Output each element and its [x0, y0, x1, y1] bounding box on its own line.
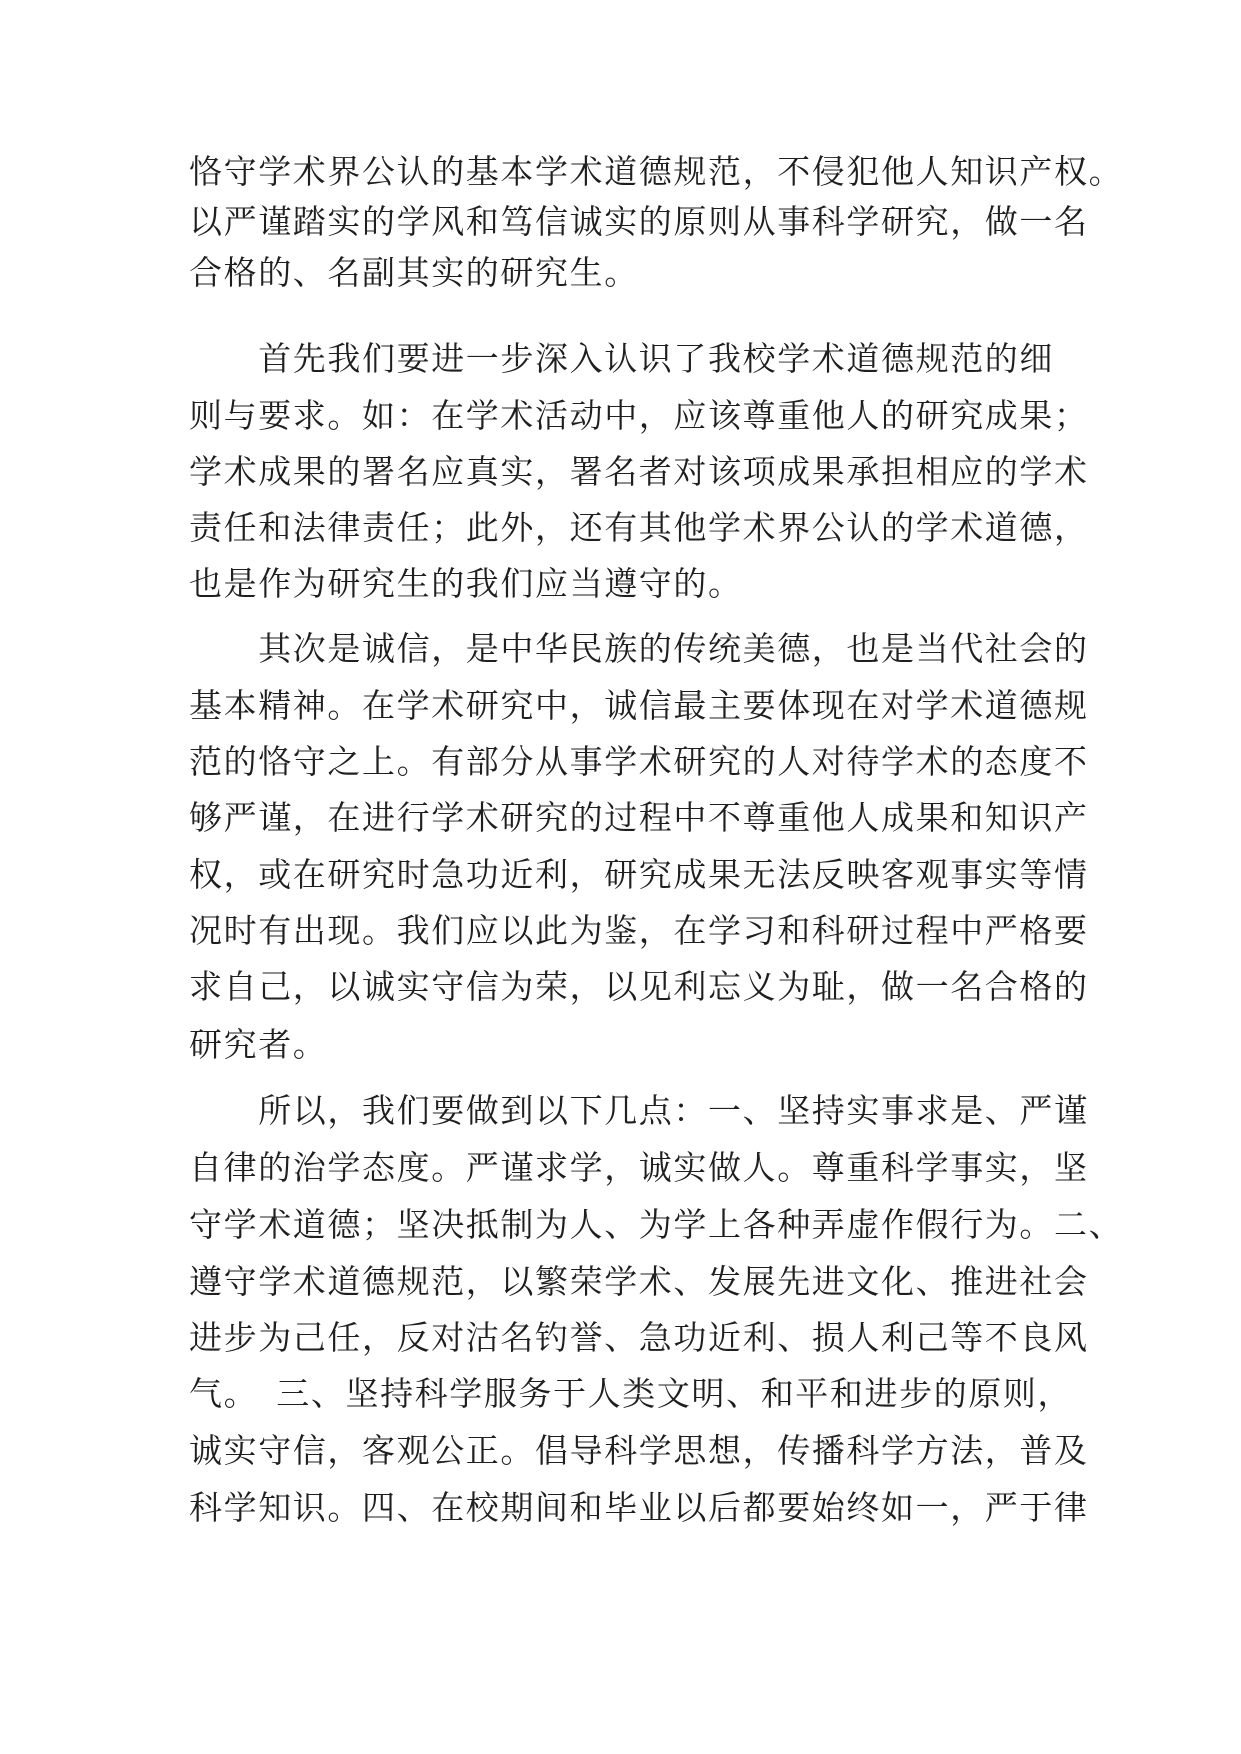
text-line: 也是作为研究生的我们应当遵守的。 [189, 564, 743, 603]
text-line: 基本精神。在学术研究中，诚信最主要体现在对学术道德规 [189, 686, 1089, 725]
paragraph-first-line: 所以，我们要做到以下几点：一、坚持实事求是、严谨 [189, 1091, 1089, 1130]
text-line: 合格的、名副其实的研究生。 [189, 253, 639, 292]
text-line: 遵守学术道德规范，以繁荣学术、发展先进文化、推进社会 [189, 1262, 1089, 1301]
paragraph-first-line: 首先我们要进一步深入认识了我校学术道德规范的细 [189, 339, 1054, 378]
text-line: 守学术道德；坚决抵制为人、为学上各种弄虚作假行为。二、 [189, 1205, 1124, 1244]
paragraph-first-line: 其次是诚信，是中华民族的传统美德，也是当代社会的 [189, 629, 1089, 668]
text-line: 权，或在研究时急功近利，研究成果无法反映客观事实等情 [189, 855, 1089, 894]
text-line: 恪守学术界公认的基本学术道德规范，不侵犯他人知识产权。 [189, 152, 1124, 191]
text-line: 进步为己任，反对沽名钓誉、急功近利、损人利己等不良风 [189, 1318, 1089, 1357]
text-line: 自律的治学态度。严谨求学，诚实做人。尊重科学事实，坚 [189, 1148, 1089, 1187]
text-line: 况时有出现。我们应以此为鉴，在学习和科研过程中严格要 [189, 911, 1089, 950]
text-line: 研究者。 [189, 1025, 328, 1064]
text-line: 责任和法律责任；此外，还有其他学术界公认的学术道德， [189, 508, 1089, 547]
text-line: 诚实守信，客观公正。倡导科学思想，传播科学方法，普及 [189, 1431, 1089, 1470]
text-line: 学术成果的署名应真实，署名者对该项成果承担相应的学术 [189, 452, 1089, 491]
text-line: 够严谨，在进行学术研究的过程中不尊重他人成果和知识产 [189, 798, 1089, 837]
text-line: 科学知识。四、在校期间和毕业以后都要始终如一，严于律 [189, 1488, 1089, 1527]
text-line: 则与要求。如：在学术活动中，应该尊重他人的研究成果； [189, 396, 1089, 435]
text-line: 以严谨踏实的学风和笃信诚实的原则从事科学研究，做一名 [189, 202, 1089, 241]
text-line: 范的恪守之上。有部分从事学术研究的人对待学术的态度不 [189, 742, 1089, 781]
text-line: 求自己，以诚实守信为荣，以见利忘义为耻，做一名合格的 [189, 967, 1089, 1006]
text-line: 气。 三、坚持科学服务于人类文明、和平和进步的原则， [189, 1374, 1073, 1413]
